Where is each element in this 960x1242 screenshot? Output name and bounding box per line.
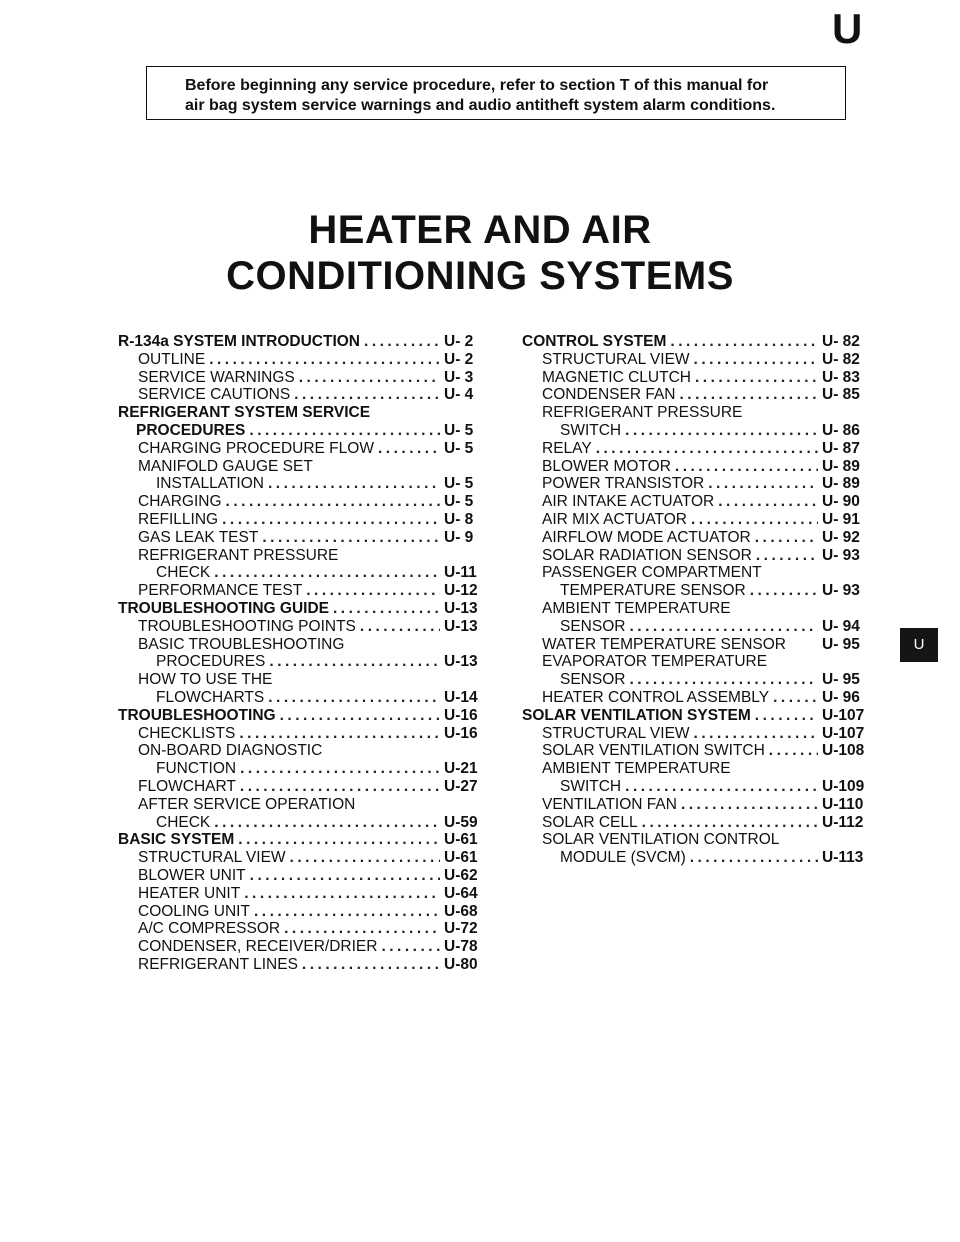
toc-entry-label: HOW TO USE THE [138, 671, 273, 689]
notice-line-2: air bag system service warnings and audio antitheft system alarm conditions. [185, 97, 776, 114]
toc-entry-label: AFTER SERVICE OPERATION [138, 795, 356, 813]
toc-entry-label: FLOWCHART [138, 777, 236, 795]
toc-page-number: U-109 [822, 777, 865, 795]
toc-page-number: U- 82 [822, 333, 860, 350]
toc-entry[interactable] [522, 796, 874, 814]
toc-page-number: U- 94 [822, 617, 860, 635]
toc-entry-continued [118, 796, 486, 814]
toc-entry-label: SOLAR VENTILATION SWITCH [542, 742, 765, 760]
toc-page-number: U-72 [444, 920, 478, 938]
toc-dot-leader [708, 475, 818, 493]
toc-entry-label: AIR MIX ACTUATOR [542, 510, 687, 528]
toc-entry[interactable] [118, 333, 486, 351]
toc-page-number: U- 2 [444, 350, 474, 368]
toc-page-number: U- 82 [822, 350, 860, 368]
toc-page-number: U-64 [444, 884, 478, 902]
toc-entry-label: SWITCH [560, 777, 622, 795]
toc-page-number: U-80 [444, 955, 478, 973]
toc-page-number: U-107 [822, 706, 865, 724]
toc-page-number: U- 96 [822, 688, 860, 706]
toc-entry[interactable] [522, 333, 874, 351]
table-of-contents-right [522, 333, 874, 867]
toc-entry-label: TROUBLESHOOTING [118, 706, 276, 724]
toc-dot-leader [306, 582, 440, 600]
toc-entry-label: STRUCTURAL VIEW [542, 724, 690, 742]
toc-dot-leader [756, 547, 818, 565]
toc-dot-leader [249, 422, 440, 440]
toc-entry[interactable] [118, 760, 486, 778]
toc-entry-continued [522, 653, 874, 671]
toc-page-number: U-13 [444, 653, 478, 671]
toc-page-number: U-61 [444, 849, 478, 867]
toc-page-number: U-110 [822, 795, 864, 813]
toc-entry-label: CONTROL SYSTEM [522, 333, 667, 350]
toc-page-number: U- 93 [822, 582, 860, 600]
toc-entry-label: SOLAR CELL [542, 813, 638, 831]
toc-page-number: U-78 [444, 938, 478, 956]
toc-entry-label: SENSOR [560, 671, 626, 689]
toc-entry-label: SERVICE WARNINGS [138, 368, 295, 386]
toc-entry-label: SENSOR [560, 617, 626, 635]
toc-entry[interactable] [118, 369, 486, 387]
toc-dot-leader [625, 422, 818, 440]
toc-entry-label: TROUBLESHOOTING GUIDE [118, 599, 329, 617]
toc-entry[interactable] [118, 422, 486, 440]
toc-entry-label: AMBIENT TEMPERATURE [542, 760, 731, 778]
toc-dot-leader [254, 903, 440, 921]
toc-entry-continued [522, 404, 874, 422]
toc-entry-continued [118, 404, 486, 422]
toc-entry[interactable] [118, 778, 486, 796]
toc-entry-label: CHECK [156, 813, 211, 831]
toc-page-number: U- 91 [822, 510, 860, 528]
toc-entry-label: BASIC SYSTEM [118, 831, 235, 849]
toc-dot-leader [268, 475, 440, 493]
toc-entry-label: EVAPORATOR TEMPERATURE [542, 653, 768, 671]
toc-page-number: U- 2 [444, 333, 474, 350]
toc-entry-label: TROUBLESHOOTING POINTS [138, 617, 356, 635]
toc-entry[interactable] [118, 707, 486, 725]
toc-dot-leader [378, 440, 440, 458]
toc-entry[interactable] [118, 440, 486, 458]
toc-page-number: U-16 [444, 706, 478, 724]
toc-page-number: U- 93 [822, 546, 860, 564]
toc-dot-leader [642, 814, 818, 832]
toc-entry-label: WATER TEMPERATURE SENSOR [542, 635, 787, 653]
toc-entry-label: PERFORMANCE TEST [138, 582, 303, 600]
toc-entry-label: COOLING UNIT [138, 902, 250, 920]
toc-entry[interactable] [118, 600, 486, 618]
toc-entry-label: REFRIGERANT PRESSURE [138, 546, 339, 564]
toc-entry[interactable] [118, 814, 486, 832]
toc-dot-leader [670, 333, 818, 351]
toc-entry[interactable] [522, 582, 874, 600]
toc-entry-label: AIRFLOW MODE ACTUATOR [542, 528, 751, 546]
toc-entry-label: REFRIGERANT PRESSURE [542, 404, 743, 422]
toc-page-number: U- 87 [822, 439, 860, 457]
toc-entry[interactable] [522, 529, 874, 547]
toc-page-number: U-59 [444, 813, 478, 831]
toc-entry-label: FLOWCHARTS [156, 688, 265, 706]
toc-entry[interactable] [118, 920, 486, 938]
toc-entry[interactable] [522, 742, 874, 760]
toc-page-number: U- 95 [822, 671, 860, 689]
toc-entry[interactable] [522, 636, 874, 654]
toc-entry[interactable] [522, 618, 874, 636]
toc-dot-leader [294, 386, 440, 404]
toc-entry-label: REFRIGERANT LINES [138, 955, 298, 973]
toc-entry-label: STRUCTURAL VIEW [542, 350, 690, 368]
toc-entry[interactable] [522, 671, 874, 689]
toc-entry[interactable] [522, 351, 874, 369]
toc-dot-leader [280, 707, 440, 725]
toc-entry-label: BLOWER UNIT [138, 866, 246, 884]
toc-dot-leader [284, 920, 440, 938]
notice-line-1: Before beginning any service procedure, refer to section T of this manual for [185, 77, 769, 94]
toc-entry[interactable] [522, 689, 874, 707]
toc-page-number: U-13 [444, 617, 478, 635]
toc-entry-label: STRUCTURAL VIEW [138, 849, 286, 867]
toc-dot-leader [238, 831, 440, 849]
toc-dot-leader [625, 778, 818, 796]
toc-entry-label: CHARGING PROCEDURE FLOW [138, 439, 374, 457]
toc-dot-leader [695, 369, 818, 387]
toc-entry-label: AIR INTAKE ACTUATOR [542, 493, 715, 511]
toc-dot-leader [629, 618, 818, 636]
toc-dot-leader [222, 511, 440, 529]
toc-entry-label: REFILLING [138, 510, 219, 528]
toc-dot-leader [268, 689, 440, 707]
toc-dot-leader [364, 333, 440, 351]
toc-page-number: U-62 [444, 866, 478, 884]
table-of-contents-left [118, 333, 486, 974]
toc-entry[interactable] [118, 831, 486, 849]
toc-page-number: U-107 [822, 724, 865, 742]
toc-entry-label: CONDENSER FAN [542, 386, 676, 404]
toc-entry[interactable] [118, 653, 486, 671]
toc-entry-label: CHECKLISTS [138, 724, 236, 742]
toc-entry-label: R-134a SYSTEM INTRODUCTION [118, 333, 361, 350]
toc-dot-leader [773, 689, 818, 707]
toc-entry-continued [522, 831, 874, 849]
toc-entry-label: SERVICE CAUTIONS [138, 386, 291, 404]
toc-entry-label: GAS LEAK TEST [138, 528, 259, 546]
toc-entry-label: SOLAR VENTILATION SYSTEM [522, 706, 751, 724]
toc-entry[interactable] [118, 618, 486, 636]
toc-entry-label: FUNCTION [156, 760, 237, 778]
toc-page-number: U- 83 [822, 368, 860, 386]
toc-dot-leader [694, 725, 818, 743]
toc-page-number: U- 3 [444, 368, 474, 386]
toc-entry-label: MAGNETIC CLUTCH [542, 368, 691, 386]
toc-page-number: U- 5 [444, 439, 474, 457]
toc-dot-leader [680, 386, 819, 404]
toc-page-number: U- 86 [822, 421, 860, 439]
toc-entry[interactable] [118, 885, 486, 903]
toc-entry[interactable] [522, 778, 874, 796]
toc-dot-leader [244, 885, 440, 903]
page-title-line-1: HEATER AND AIR [308, 208, 652, 252]
toc-page-number: U-21 [444, 760, 478, 778]
toc-entry[interactable] [522, 547, 874, 565]
toc-entry-continued [522, 600, 874, 618]
toc-entry-label: SWITCH [560, 421, 622, 439]
toc-entry-continued [522, 564, 874, 582]
toc-entry-label: MANIFOLD GAUGE SET [138, 457, 313, 475]
toc-entry[interactable] [522, 440, 874, 458]
toc-entry[interactable] [118, 938, 486, 956]
toc-entry-continued [118, 671, 486, 689]
toc-entry[interactable] [118, 564, 486, 582]
toc-page-number: U-68 [444, 902, 478, 920]
toc-entry[interactable] [118, 903, 486, 921]
toc-page-number: U- 9 [444, 528, 474, 546]
service-notice-box [146, 66, 846, 120]
toc-entry-label: AMBIENT TEMPERATURE [542, 599, 731, 617]
toc-entry[interactable] [522, 475, 874, 493]
toc-dot-leader [681, 796, 818, 814]
toc-dot-leader [250, 867, 440, 885]
toc-entry-continued [118, 742, 486, 760]
toc-dot-leader [290, 849, 440, 867]
toc-entry[interactable] [118, 511, 486, 529]
toc-dot-leader [214, 814, 440, 832]
toc-entry-label: HEATER CONTROL ASSEMBLY [542, 688, 770, 706]
toc-dot-leader [629, 671, 818, 689]
toc-entry-label: CHARGING [138, 493, 222, 511]
toc-entry[interactable] [118, 956, 486, 974]
toc-page-number: U-16 [444, 724, 478, 742]
toc-entry-continued [118, 636, 486, 654]
toc-page-number: U-13 [444, 599, 478, 617]
toc-entry[interactable] [522, 458, 874, 476]
toc-page-number: U- 4 [444, 386, 474, 404]
toc-entry-continued [522, 760, 874, 778]
toc-dot-leader [209, 351, 440, 369]
toc-dot-leader [718, 493, 818, 511]
toc-dot-leader [262, 529, 440, 547]
toc-page-number: U- 89 [822, 457, 860, 475]
toc-entry-continued [118, 458, 486, 476]
toc-entry[interactable] [118, 475, 486, 493]
toc-entry-label: ON-BOARD DIAGNOSTIC [138, 742, 323, 760]
toc-entry[interactable] [522, 849, 874, 867]
toc-entry-label: PROCEDURES [156, 653, 266, 671]
toc-entry-label: SOLAR RADIATION SENSOR [542, 546, 752, 564]
toc-dot-leader [381, 938, 440, 956]
toc-entry[interactable] [118, 582, 486, 600]
toc-entry-label: VENTILATION FAN [542, 795, 677, 813]
toc-entry-label: PROCEDURES [136, 421, 246, 439]
toc-dot-leader [360, 618, 440, 636]
toc-entry[interactable] [118, 725, 486, 743]
toc-page-number: U-11 [444, 564, 477, 582]
toc-page-number: U- 92 [822, 528, 860, 546]
toc-entry[interactable] [522, 386, 874, 404]
toc-entry-label: OUTLINE [138, 350, 206, 368]
toc-entry-label: TEMPERATURE SENSOR [560, 582, 746, 600]
toc-dot-leader [750, 582, 818, 600]
toc-entry[interactable] [118, 351, 486, 369]
toc-dot-leader [240, 778, 440, 796]
toc-dot-leader [269, 653, 440, 671]
toc-page-number: U- 5 [444, 493, 474, 511]
toc-page-number: U- 5 [444, 475, 474, 493]
toc-dot-leader [240, 760, 440, 778]
toc-entry[interactable] [118, 493, 486, 511]
toc-entry[interactable] [118, 529, 486, 547]
toc-entry[interactable] [118, 867, 486, 885]
toc-entry-label: BASIC TROUBLESHOOTING [138, 635, 345, 653]
toc-dot-leader [691, 511, 818, 529]
toc-dot-leader [214, 564, 440, 582]
toc-page-number: U-113 [822, 849, 864, 867]
toc-entry-label: INSTALLATION [156, 475, 264, 493]
toc-dot-leader [675, 458, 818, 476]
toc-page-number: U- 5 [444, 421, 474, 439]
toc-entry-label: POWER TRANSISTOR [542, 475, 705, 493]
toc-dot-leader [226, 493, 440, 511]
toc-entry[interactable] [118, 689, 486, 707]
toc-entry[interactable] [118, 849, 486, 867]
toc-dot-leader [690, 849, 818, 867]
toc-page-number: U- 95 [822, 635, 860, 653]
toc-dot-leader [755, 529, 818, 547]
toc-page-number: U-108 [822, 742, 865, 760]
toc-page-number: U-61 [444, 831, 478, 849]
toc-dot-leader [302, 956, 440, 974]
toc-entry-label: MODULE (SVCM) [560, 849, 686, 867]
toc-page-number: U- 89 [822, 475, 860, 493]
toc-dot-leader [755, 707, 818, 725]
toc-dot-leader [239, 725, 440, 743]
toc-entry-label: SOLAR VENTILATION CONTROL [542, 831, 780, 849]
toc-entry-label: REFRIGERANT SYSTEM SERVICE [118, 404, 371, 422]
toc-entry[interactable] [522, 814, 874, 832]
toc-entry[interactable] [522, 422, 874, 440]
toc-entry-label: RELAY [542, 439, 592, 457]
toc-entry[interactable] [522, 511, 874, 529]
toc-page-number: U-12 [444, 582, 478, 600]
toc-dot-leader [596, 440, 818, 458]
toc-entry[interactable] [522, 725, 874, 743]
toc-entry-label: CHECK [156, 564, 211, 582]
toc-page-number: U- 90 [822, 493, 860, 511]
toc-entry-label: PASSENGER COMPARTMENT [542, 564, 762, 582]
toc-page-number: U-112 [822, 813, 864, 831]
page-title-line-2: CONDITIONING SYSTEMS [226, 254, 734, 298]
toc-entry-label: HEATER UNIT [138, 884, 241, 902]
toc-dot-leader [333, 600, 440, 618]
toc-entry-label: BLOWER MOTOR [542, 457, 671, 475]
section-letter: U [832, 5, 863, 52]
section-tab[interactable]: U [900, 628, 938, 662]
toc-entry[interactable] [118, 386, 486, 404]
toc-entry[interactable] [522, 493, 874, 511]
toc-dot-leader [769, 742, 818, 760]
toc-entry-label: CONDENSER, RECEIVER/DRIER [138, 938, 378, 956]
toc-page-number: U- 8 [444, 510, 474, 528]
toc-page-number: U-14 [444, 688, 478, 706]
toc-page-number: U-27 [444, 777, 478, 795]
toc-page-number: U- 85 [822, 386, 860, 404]
toc-dot-leader [299, 369, 440, 387]
toc-entry-continued [118, 547, 486, 565]
toc-dot-leader [694, 351, 818, 369]
toc-entry-label: A/C COMPRESSOR [138, 920, 281, 938]
toc-entry[interactable] [522, 707, 874, 725]
toc-entry[interactable] [522, 369, 874, 387]
